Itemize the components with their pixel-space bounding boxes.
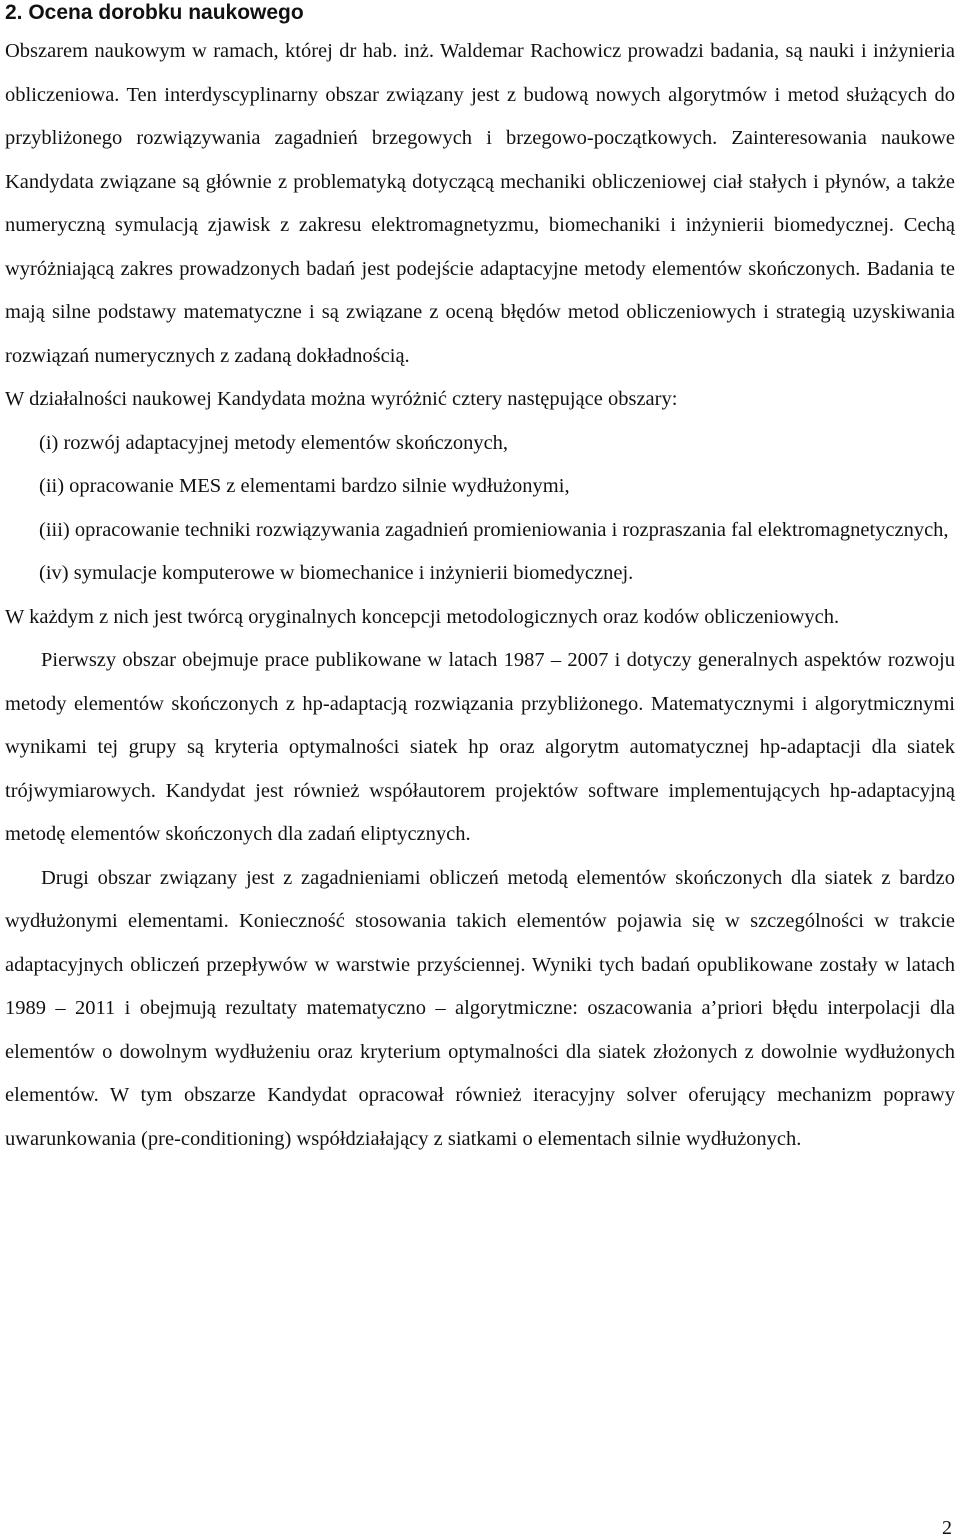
areas-list [5,422,955,596]
areas-closing-paragraph: W każdym z nich jest twórcą oryginalnych koncepcji metodologicznych oraz kodów obliczeniowych. [5,605,840,628]
document-page [5,0,955,1161]
first-area-paragraph: Pierwszy obszar obejmuje prace publikowane w latach 1987 – 2007 i dotyczy generalnych aspektów rozwoju metody elementów skończonych z hp-adaptacją rozwiązania przybliżonego. Matematycznymi i algorytmicznymi wynikami tej grupy są kryteria optymalności siatek hp oraz algorytm automatycznej hp-adaptacji dla siatek trójwymiarowych. Kandydat jest również współautorem projektów software implementujących hp-adaptacyjną metodę elementów skończonych dla zadań eliptycznych. [5,649,955,845]
list-item: (ii) opracowanie MES z elementami bardzo silnie wydłużonymi, [39,475,570,497]
list-item: (iii) opracowanie techniki rozwiązywania zagadnień promieniowania i rozpraszania fal elektromagnetycznych, [39,518,949,541]
page-number: 2 [942,1517,952,1539]
intro-paragraph: Obszarem naukowym w ramach, której dr hab. inż. Waldemar Rachowicz prowadzi badania, są nauki i inżynieria obliczeniowa. Ten interdyscyplinarny obszar związany jest z budową nowych algorytmów i metod służących do przybliżonego rozwiązywania zagadnień brzegowych i brzegowo-początkowych. Zainteresowania naukowe Kandydata związane są głównie z problematyką dotyczącą mechaniki obliczeniowej ciał stałych i płynów, a także numeryczną symulacją zjawisk z zakresu elektromagnetyzmu, biomechaniki i inżynierii biomedycznej. Cechą wyróżniającą zakres prowadzonych badań jest podejście adaptacyjne metody elementów skończonych. Badania te mają silne podstawy matematyczne i są związane z oceną błędów metod obliczeniowych i strategią uzyskiwania rozwiązań numerycznych z zadaną dokładnością. [5,40,955,367]
list-item: (i) rozwój adaptacyjnej metody elementów skończonych, [39,431,509,454]
section-heading: 2. Ocena dorobku naukowego [5,1,304,24]
second-area-paragraph: Drugi obszar związany jest z zagadnieniami obliczeń metodą elementów skończonych dla siatek z bardzo wydłużonymi elementami. Konieczność stosowania takich elementów pojawia się w szczególności w trakcie adaptacyjnych obliczeń przepływów w warstwie przyściennej. Wyniki tych badań opublikowane zostały w latach 1989 – 2011 i obejmują rezultaty matematyczno – algorytmiczne: oszacowania a’priori błędu interpolacji dla elementów o dowolnym wydłużeniu oraz kryterium optymalności dla siatek złożonych z dowolnie wydłużonych elementów. W tym obszarze Kandydat opracował również iteracyjny solver oferujący mechanizm poprawy uwarunkowania (pre-conditioning) współdziałający z siatkami o elementach silnie wydłużonych. [5,866,955,1150]
list-item: (iv) symulacje komputerowe w biomechanice i inżynierii biomedycznej. [39,562,634,584]
areas-lead-paragraph: W działalności naukowej Kandydata można wyróżnić cztery następujące obszary: [5,388,678,410]
